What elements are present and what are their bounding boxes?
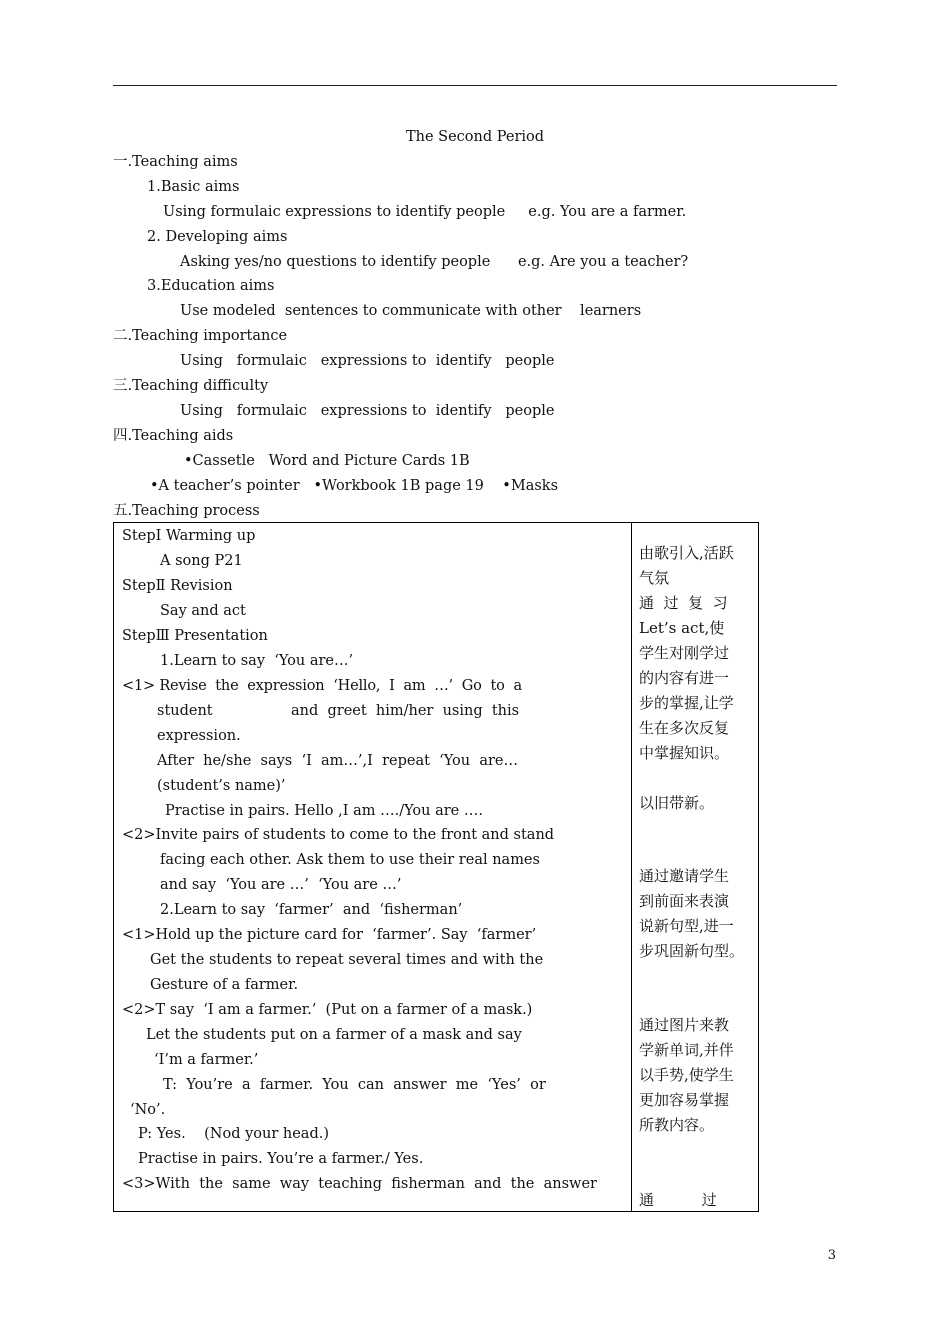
page-title: The Second Period <box>405 129 545 145</box>
process-line: ‘I’m a farmer.’ <box>154 1052 259 1068</box>
process-line: (student’s name)’ <box>157 778 286 794</box>
note-invite-pairs: 通过邀请学生 到前面来表演 说新句型,进一 步巩固新句型。 <box>639 867 745 960</box>
process-line: Practise in pairs. You’re a farmer./ Yes. <box>138 1151 424 1167</box>
note-warmup-revision: 由歌引入,活跃 气氛 通 过 复 习 Let’s act,使 学生对刚学过 的内容有进一 步的掌握,让学 生在多次反复 中掌握知识。 以旧带新。 <box>639 544 734 812</box>
process-line: expression. <box>157 728 241 744</box>
basic-aims-heading: 1.Basic aims <box>147 179 240 195</box>
process-line: A song P21 <box>160 553 243 569</box>
process-line: ‘No’. <box>130 1102 166 1118</box>
process-line: T: You’re a farmer. You can answer me ‘Yes’ or <box>163 1077 546 1093</box>
process-line: Practise in pairs. Hello ,I am …./You are …. <box>165 803 483 819</box>
process-line: and say ‘You are …’ ‘You are …’ <box>160 877 402 893</box>
basic-aims-text: Using formulaic expressions to identify people e.g. You are a farmer. <box>163 204 687 220</box>
process-line: <2>Invite pairs of students to come to the front and stand <box>122 827 555 843</box>
process-line: 2.Learn to say ‘farmer’ and ‘fisherman’ <box>160 902 463 918</box>
process-line: After he/she says ‘I am…’,I repeat ‘You are… <box>157 753 519 769</box>
process-line: Gesture of a farmer. <box>150 977 299 993</box>
note-continued: 通 过 <box>639 1191 717 1209</box>
process-line: <2>T say ‘I am a farmer.’ (Put on a farmer of a mask.) <box>122 1002 533 1018</box>
process-line: Get the students to repeat several times and with the <box>150 952 544 968</box>
process-line: facing each other. Ask them to use their real names <box>160 852 540 868</box>
process-line: StepⅢ Presentation <box>122 628 268 644</box>
note-picture-cards: 通过图片来教 学新单词,并伴 以手势,使学生 更加容易掌握 所教内容。 <box>639 1016 734 1134</box>
header-rule <box>113 85 837 86</box>
developing-aims-text: Asking yes/no questions to identify people e.g. Are you a teacher? <box>180 254 689 270</box>
process-line: StepⅡ Revision <box>122 578 233 594</box>
section-teaching-importance: 二.Teaching importance <box>113 328 288 344</box>
process-line: Let the students put on a farmer of a mask and say <box>146 1027 522 1043</box>
process-line: <3>With the same way teaching fisherman and the answer <box>122 1176 597 1192</box>
education-aims-heading: 3.Education aims <box>147 278 275 294</box>
section-teaching-difficulty: 三.Teaching difficulty <box>113 378 269 394</box>
developing-aims-heading: 2. Developing aims <box>147 229 288 245</box>
page-number: 3 <box>827 1248 836 1263</box>
process-line: 1.Learn to say ‘You are…’ <box>160 653 354 669</box>
process-line: StepⅠ Warming up <box>122 528 256 544</box>
process-line: student and greet him/her using this <box>157 703 520 719</box>
education-aims-text: Use modeled sentences to communicate with other learners <box>180 303 642 319</box>
aids-line-1: •Cassetle Word and Picture Cards 1B <box>184 453 470 469</box>
aids-line-2: •A teacher’s pointer •Workbook 1B page 19 •Masks <box>150 478 559 494</box>
section-teaching-process: 五.Teaching process <box>113 503 260 519</box>
section-teaching-aims: 一.Teaching aims <box>113 154 238 170</box>
process-line: <1>Hold up the picture card for ‘farmer’. Say ‘farmer’ <box>122 927 537 943</box>
importance-text: Using formulaic expressions to identify people <box>180 353 555 369</box>
section-teaching-aids: 四.Teaching aids <box>113 428 234 444</box>
difficulty-text: Using formulaic expressions to identify people <box>180 403 555 419</box>
table-column-divider <box>631 523 632 1211</box>
process-line: P: Yes. (Nod your head.) <box>138 1126 329 1142</box>
process-line: <1> Revise the expression ‘Hello, I am …’ Go to a <box>122 678 522 694</box>
process-line: Say and act <box>160 603 246 619</box>
